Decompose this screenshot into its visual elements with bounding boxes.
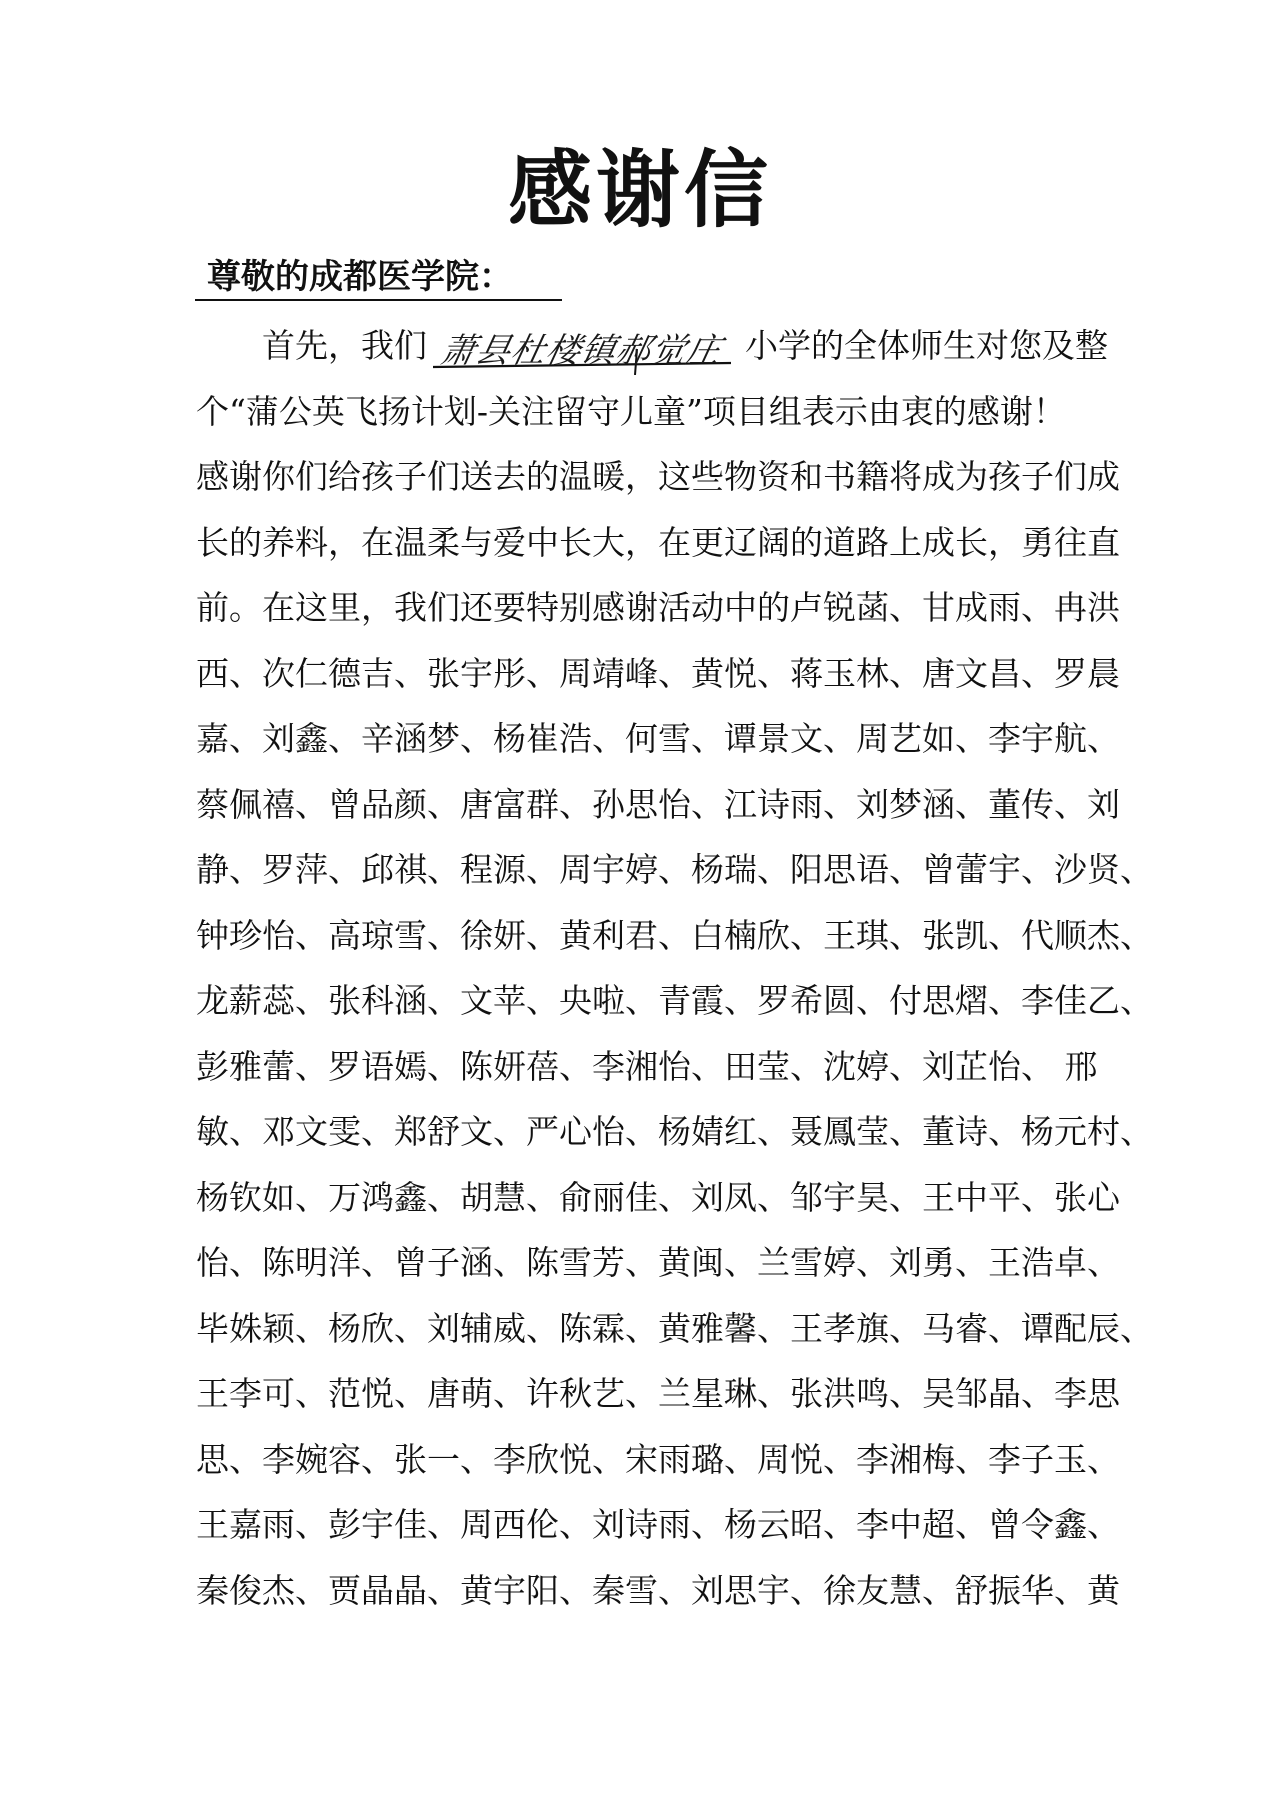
body-line: 王李可、范悦、唐萌、许秋艺、兰星琳、张洪鸣、吴邹晶、李思 [196,1374,1120,1413]
body-line: 西、次仁德吉、张宇彤、周靖峰、黄悦、蒋玉林、唐文昌、罗晨 [196,653,1120,693]
body-line: 敏、邓文雯、郑舒文、严心怡、杨婧红、聂鳳莹、董诗、杨元村、 [196,1112,1153,1151]
handwritten-school-name [431,319,741,371]
body-line: 毕姝颖、杨欣、刘辅威、陈霖、黄雅馨、王孝旗、马睿、谭配辰、 [196,1308,1153,1348]
body-line: 杨钦如、万鸿鑫、胡慧、俞丽佳、刘凤、邹宇昊、王中平、张心 [196,1177,1120,1217]
letter-title: 感谢信 [507,140,772,239]
body-line: 感谢你们给孩子们送去的温暖，这些物资和书籍将成为孩子们成 [196,457,1120,496]
body-line: 怡、陈明洋、曾子涵、陈雪芳、黄闽、兰雪婷、刘勇、王浩卓、 [196,1243,1120,1282]
body-line: 前。在这里，我们还要特别感谢活动中的卢锐菡、甘成雨、冉洪 [196,588,1120,627]
body-line: 个“蒲公英飞扬计划-关注留守儿童”项目组表示由衷的感谢！ [196,391,1066,431]
body-line: 王嘉雨、彭宇佳、周西伦、刘诗雨、杨云昭、李中超、曾令鑫、 [196,1505,1120,1544]
body-line: 嘉、刘鑫、辛涵梦、杨崔浩、何雪、谭景文、周艺如、李宇航、 [196,719,1120,758]
body-line: 长的养料，在温柔与爱中长大，在更辽阔的道路上成长，勇往直 [196,522,1120,562]
letter-body [196,313,1153,1623]
body-line: 静、罗萍、邱祺、程源、周宇婷、杨瑞、阳思语、曾蕾宇、沙贤、 [196,850,1153,889]
intro-before: 首先，我们 [262,326,427,365]
body-line: 龙薪蕊、张科涵、文苹、央啦、青霞、罗希圆、付思熠、李佳乙、 [196,981,1153,1020]
handwritten-school-text: 萧县杜楼镇郝觉庄 [436,331,726,371]
body-line: 彭雅蕾、罗语嫣、陈妍蓓、李湘怡、田莹、沈婷、刘芷怡、 邢 [196,1046,1098,1086]
body-line-first [196,313,1108,379]
body-line: 钟珍怡、高琼雪、徐妍、黄利君、白楠欣、王琪、张凯、代顺杰、 [196,915,1153,955]
intro-after: 小学的全体师生对您及整 [745,326,1108,365]
body-line: 思、李婉容、张一、李欣悦、宋雨璐、周悦、李湘梅、李子玉、 [196,1439,1120,1479]
body-line: 秦俊杰、贾晶晶、黄宇阳、秦雪、刘思宇、徐友慧、舒振华、黄 [196,1570,1120,1610]
salutation: 尊敬的成都医学院： [195,255,562,301]
body-line: 蔡佩禧、曾品颜、唐富群、孙思怡、江诗雨、刘梦涵、董传、刘 [196,784,1120,824]
